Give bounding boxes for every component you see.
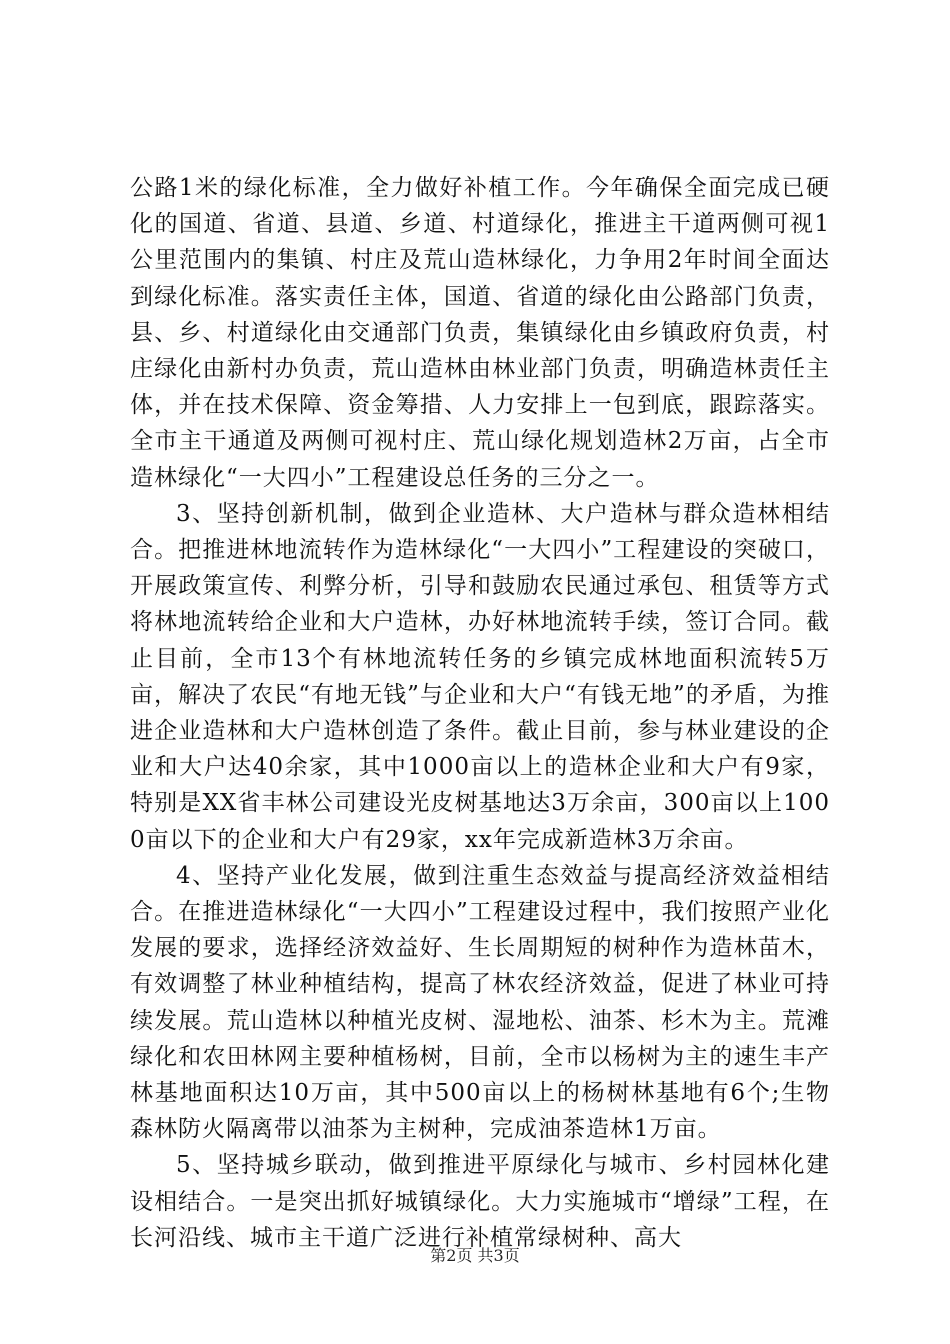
paragraph-road-greening: 公路1米的绿化标准，全力做好补植工作。今年确保全面完成已硬化的国道、省道、县道、乡道、村道绿化，推进主干道两侧可视1公里范围内的集镇、村庄及荒山造林绿化，力争用2年时间全面达到绿化标准。落实责任主体，国道、省道的绿化由公路部门负责，县、乡、村道绿化由交通部门负责，集镇绿化由乡镇政府负责，村庄绿化由新村办负责，荒山造林由林业部门负责，明确造林责任主体，并在技术保障、资金筹措、人力安排上一包到底，跟踪落实。全市主干通道及两侧可视村庄、荒山绿化规划造林2万亩，占全市造林绿化“一大四小”工程建设总任务的三分之一。: [130, 175, 830, 491]
paragraph-urban-rural-linkage: 5、坚持城乡联动，做到推进平原绿化与城市、乡村园林化建设相结合。一是突出抓好城镇绿化。大力实施城市“增绿”工程，在长河沿线、城市主干道广泛进行补植常绿树种、高大: [130, 1152, 830, 1251]
page-number-footer: 第2页 共3页: [430, 1246, 520, 1265]
document-body: [130, 170, 830, 1256]
paragraph-industrialization: 4、坚持产业化发展，做到注重生态效益与提高经济效益相结合。在推进造林绿化“一大四小”工程建设过程中，我们按照产业化发展的要求，选择经济效益好、生长周期短的树种作为造林苗木，有效调整了林业种植结构，提高了林农经济效益，促进了林业可持续发展。荒山造林以种植光皮树、湿地松、油茶、杉木为主。荒滩绿化和农田林网主要种植杨树，目前，全市以杨树为主的速生丰产林基地面积达10万亩，其中500亩以上的杨树林基地有6个;生物森林防火隔离带以油茶为主树种，完成油茶造林1万亩。: [130, 862, 830, 1143]
paragraph-innovation-mechanism: 3、坚持创新机制，做到企业造林、大户造林与群众造林相结合。把推进林地流转作为造林绿化“一大四小”工程建设的突破口，开展政策宣传、利弊分析，引导和鼓励农民通过承包、租赁等方式将林地流转给企业和大户造林，办好林地流转手续，签订合同。截止目前，全市13个有林地流转任务的乡镇完成林地面积流转5万亩，解决了农民“有地无钱”与企业和大户“有钱无地”的矛盾，为推进企业造林和大户造林创造了条件。截止目前，参与林业建设的企业和大户达40余家，其中1000亩以上的造林企业和大户有9家，特别是XX省丰林公司建设光皮树基地达3万余亩，300亩以上1000亩以下的企业和大户有29家，xx年完成新造林3万余亩。: [130, 500, 830, 853]
